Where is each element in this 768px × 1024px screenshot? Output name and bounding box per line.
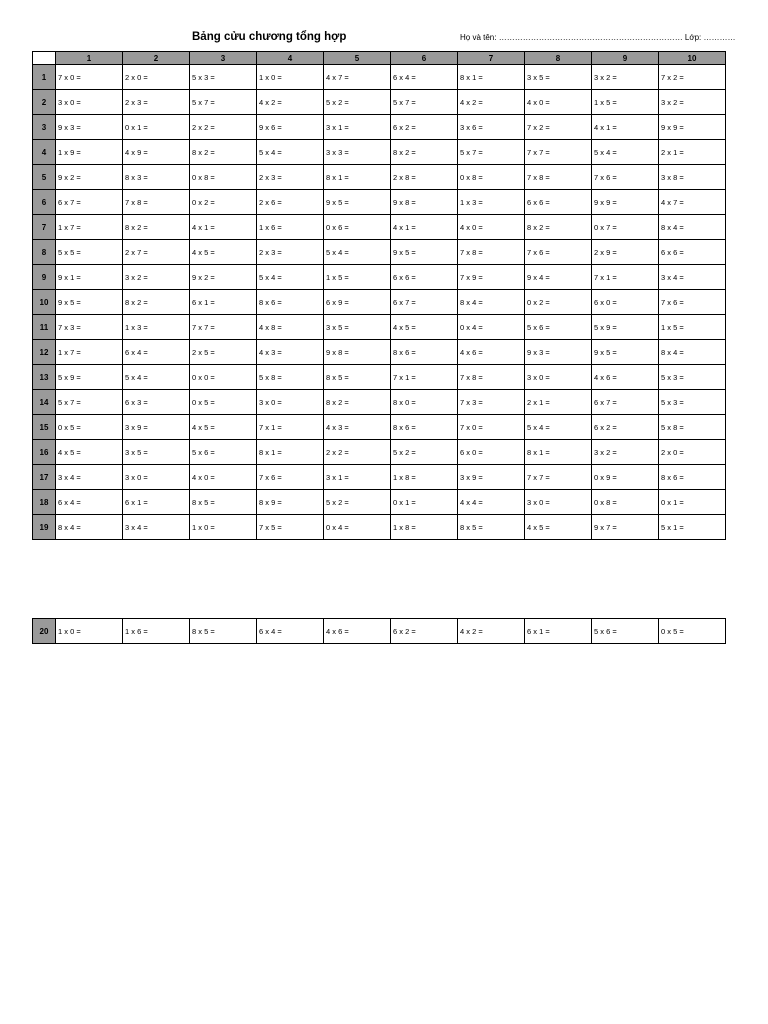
multiplication-problem: 1 x 6 =	[257, 215, 324, 240]
multiplication-problem: 9 x 4 =	[525, 265, 592, 290]
multiplication-problem: 8 x 6 =	[257, 290, 324, 315]
multiplication-problem: 1 x 7 =	[56, 215, 123, 240]
multiplication-problem: 4 x 5 =	[525, 515, 592, 540]
multiplication-problem: 2 x 9 =	[592, 240, 659, 265]
multiplication-problem: 5 x 1 =	[659, 515, 726, 540]
multiplication-problem: 2 x 2 =	[190, 115, 257, 140]
multiplication-problem: 7 x 3 =	[458, 390, 525, 415]
row-number: 8	[33, 240, 56, 265]
extra-row-table	[32, 618, 726, 644]
multiplication-problem: 5 x 3 =	[190, 65, 257, 90]
corner-cell	[33, 52, 56, 65]
column-header: 8	[525, 52, 592, 65]
column-header: 2	[123, 52, 190, 65]
multiplication-problem: 6 x 1 =	[190, 290, 257, 315]
row-number: 15	[33, 415, 56, 440]
multiplication-problem: 8 x 9 =	[257, 490, 324, 515]
multiplication-problem: 3 x 2 =	[592, 440, 659, 465]
multiplication-problem: 8 x 2 =	[123, 215, 190, 240]
multiplication-problem: 3 x 4 =	[123, 515, 190, 540]
multiplication-problem: 3 x 6 =	[458, 115, 525, 140]
multiplication-problem: 8 x 2 =	[190, 140, 257, 165]
multiplication-problem: 7 x 1 =	[257, 415, 324, 440]
table-row	[33, 415, 726, 440]
column-header: 1	[56, 52, 123, 65]
multiplication-problem: 4 x 2 =	[257, 90, 324, 115]
table-row	[33, 365, 726, 390]
multiplication-problem: 7 x 7 =	[525, 465, 592, 490]
multiplication-problem: 7 x 6 =	[592, 165, 659, 190]
multiplication-problem: 7 x 6 =	[257, 465, 324, 490]
multiplication-problem: 5 x 4 =	[324, 240, 391, 265]
multiplication-problem: 3 x 4 =	[659, 265, 726, 290]
multiplication-problem: 2 x 3 =	[257, 240, 324, 265]
multiplication-problem: 0 x 6 =	[324, 215, 391, 240]
multiplication-problem: 6 x 6 =	[659, 240, 726, 265]
multiplication-problem: 6 x 2 =	[391, 619, 458, 644]
row-number: 16	[33, 440, 56, 465]
multiplication-problem: 0 x 4 =	[458, 315, 525, 340]
multiplication-problem: 0 x 4 =	[324, 515, 391, 540]
multiplication-problem: 0 x 5 =	[190, 390, 257, 415]
multiplication-problem: 9 x 2 =	[190, 265, 257, 290]
row-number: 6	[33, 190, 56, 215]
table-row	[33, 340, 726, 365]
multiplication-problem: 0 x 1 =	[123, 115, 190, 140]
multiplication-problem: 4 x 5 =	[56, 440, 123, 465]
multiplication-problem: 3 x 1 =	[324, 115, 391, 140]
multiplication-problem: 4 x 5 =	[190, 240, 257, 265]
row-number: 9	[33, 265, 56, 290]
table-row	[33, 115, 726, 140]
multiplication-problem: 7 x 6 =	[659, 290, 726, 315]
multiplication-problem: 7 x 7 =	[190, 315, 257, 340]
multiplication-problem: 5 x 4 =	[257, 265, 324, 290]
multiplication-problem: 7 x 9 =	[458, 265, 525, 290]
multiplication-problem: 6 x 4 =	[56, 490, 123, 515]
table-row	[33, 390, 726, 415]
multiplication-problem: 5 x 5 =	[56, 240, 123, 265]
multiplication-problem: 5 x 2 =	[324, 490, 391, 515]
multiplication-problem: 6 x 1 =	[525, 619, 592, 644]
multiplication-problem: 9 x 9 =	[592, 190, 659, 215]
table-row	[33, 165, 726, 190]
column-header: 9	[592, 52, 659, 65]
multiplication-problem: 8 x 6 =	[391, 340, 458, 365]
multiplication-problem: 3 x 9 =	[123, 415, 190, 440]
multiplication-problem: 7 x 8 =	[525, 165, 592, 190]
multiplication-problem: 5 x 4 =	[257, 140, 324, 165]
multiplication-problem: 4 x 2 =	[458, 90, 525, 115]
multiplication-problem: 8 x 6 =	[659, 465, 726, 490]
multiplication-problem: 5 x 9 =	[592, 315, 659, 340]
multiplication-problem: 2 x 5 =	[190, 340, 257, 365]
multiplication-problem: 7 x 6 =	[525, 240, 592, 265]
multiplication-problem: 6 x 3 =	[123, 390, 190, 415]
multiplication-problem: 0 x 8 =	[190, 165, 257, 190]
multiplication-problem: 3 x 8 =	[659, 165, 726, 190]
multiplication-problem: 9 x 2 =	[56, 165, 123, 190]
multiplication-problem: 4 x 3 =	[257, 340, 324, 365]
multiplication-problem: 3 x 4 =	[56, 465, 123, 490]
multiplication-problem: 0 x 9 =	[592, 465, 659, 490]
multiplication-problem: 6 x 4 =	[257, 619, 324, 644]
multiplication-problem: 3 x 0 =	[56, 90, 123, 115]
row-number: 17	[33, 465, 56, 490]
multiplication-problem: 5 x 7 =	[190, 90, 257, 115]
column-header: 4	[257, 52, 324, 65]
row-number: 14	[33, 390, 56, 415]
multiplication-problem: 5 x 4 =	[592, 140, 659, 165]
multiplication-problem: 9 x 7 =	[592, 515, 659, 540]
multiplication-problem: 9 x 3 =	[56, 115, 123, 140]
student-info-line: Họ và tên: …………………………………………………………… Lớp: …………	[460, 33, 736, 42]
multiplication-problem: 9 x 9 =	[659, 115, 726, 140]
multiplication-problem: 1 x 8 =	[391, 515, 458, 540]
multiplication-problem: 1 x 0 =	[56, 619, 123, 644]
multiplication-problem: 1 x 0 =	[257, 65, 324, 90]
multiplication-problem: 1 x 9 =	[56, 140, 123, 165]
column-header: 7	[458, 52, 525, 65]
multiplication-problem: 7 x 1 =	[592, 265, 659, 290]
multiplication-problem: 2 x 8 =	[391, 165, 458, 190]
multiplication-problem: 5 x 3 =	[659, 390, 726, 415]
row-number: 1	[33, 65, 56, 90]
multiplication-problem: 8 x 1 =	[525, 440, 592, 465]
multiplication-problem: 6 x 6 =	[391, 265, 458, 290]
multiplication-problem: 1 x 0 =	[190, 515, 257, 540]
multiplication-problem: 4 x 7 =	[324, 65, 391, 90]
multiplication-problem: 3 x 3 =	[324, 140, 391, 165]
multiplication-problem: 1 x 6 =	[123, 619, 190, 644]
multiplication-problem: 5 x 4 =	[123, 365, 190, 390]
multiplication-problem: 3 x 0 =	[525, 365, 592, 390]
table-row	[33, 619, 726, 644]
multiplication-problem: 9 x 1 =	[56, 265, 123, 290]
multiplication-problem: 1 x 3 =	[458, 190, 525, 215]
table-row	[33, 440, 726, 465]
table-row	[33, 490, 726, 515]
row-number: 10	[33, 290, 56, 315]
multiplication-problem: 4 x 0 =	[190, 465, 257, 490]
multiplication-problem: 5 x 2 =	[324, 90, 391, 115]
row-number: 5	[33, 165, 56, 190]
multiplication-problem: 3 x 1 =	[324, 465, 391, 490]
table-row	[33, 65, 726, 90]
multiplication-problem: 0 x 2 =	[190, 190, 257, 215]
multiplication-problem: 0 x 1 =	[391, 490, 458, 515]
multiplication-problem: 6 x 7 =	[391, 290, 458, 315]
multiplication-problem: 8 x 2 =	[324, 390, 391, 415]
multiplication-problem: 3 x 0 =	[525, 490, 592, 515]
multiplication-problem: 6 x 0 =	[458, 440, 525, 465]
multiplication-problem: 7 x 8 =	[123, 190, 190, 215]
multiplication-problem: 4 x 0 =	[525, 90, 592, 115]
multiplication-problem: 7 x 1 =	[391, 365, 458, 390]
multiplication-problem: 9 x 5 =	[324, 190, 391, 215]
row-number: 4	[33, 140, 56, 165]
column-header: 6	[391, 52, 458, 65]
row-number: 2	[33, 90, 56, 115]
table-row	[33, 515, 726, 540]
multiplication-problem: 8 x 2 =	[525, 215, 592, 240]
multiplication-problem: 8 x 0 =	[391, 390, 458, 415]
table-row	[33, 315, 726, 340]
multiplication-problem: 4 x 1 =	[391, 215, 458, 240]
multiplication-problem: 4 x 1 =	[592, 115, 659, 140]
row-number: 18	[33, 490, 56, 515]
multiplication-problem: 6 x 2 =	[592, 415, 659, 440]
multiplication-problem: 2 x 1 =	[525, 390, 592, 415]
multiplication-problem: 2 x 0 =	[659, 440, 726, 465]
multiplication-problem: 3 x 2 =	[123, 265, 190, 290]
multiplication-problem: 9 x 5 =	[391, 240, 458, 265]
multiplication-problem: 2 x 1 =	[659, 140, 726, 165]
multiplication-problem: 0 x 5 =	[659, 619, 726, 644]
multiplication-problem: 2 x 3 =	[257, 165, 324, 190]
multiplication-problem: 7 x 5 =	[257, 515, 324, 540]
multiplication-problem: 8 x 3 =	[123, 165, 190, 190]
multiplication-problem: 6 x 9 =	[324, 290, 391, 315]
multiplication-problem: 5 x 7 =	[391, 90, 458, 115]
multiplication-problem: 4 x 8 =	[257, 315, 324, 340]
row-number: 13	[33, 365, 56, 390]
table-row	[33, 215, 726, 240]
row-number: 11	[33, 315, 56, 340]
multiplication-problem: 6 x 0 =	[592, 290, 659, 315]
table-row	[33, 290, 726, 315]
multiplication-problem: 6 x 4 =	[391, 65, 458, 90]
multiplication-problem: 6 x 7 =	[592, 390, 659, 415]
table-row	[33, 190, 726, 215]
multiplication-problem: 4 x 2 =	[458, 619, 525, 644]
multiplication-problem: 1 x 5 =	[324, 265, 391, 290]
multiplication-problem: 4 x 3 =	[324, 415, 391, 440]
multiplication-table	[32, 51, 726, 540]
multiplication-problem: 7 x 3 =	[56, 315, 123, 340]
multiplication-problem: 8 x 5 =	[190, 490, 257, 515]
multiplication-problem: 4 x 7 =	[659, 190, 726, 215]
multiplication-problem: 3 x 2 =	[592, 65, 659, 90]
multiplication-problem: 3 x 0 =	[257, 390, 324, 415]
multiplication-problem: 1 x 8 =	[391, 465, 458, 490]
worksheet-title: Bảng cửu chương tổng hợp	[192, 31, 347, 43]
column-header: 3	[190, 52, 257, 65]
multiplication-problem: 7 x 7 =	[525, 140, 592, 165]
multiplication-problem: 8 x 5 =	[324, 365, 391, 390]
multiplication-problem: 2 x 6 =	[257, 190, 324, 215]
multiplication-problem: 0 x 5 =	[56, 415, 123, 440]
multiplication-problem: 7 x 8 =	[458, 365, 525, 390]
multiplication-problem: 5 x 9 =	[56, 365, 123, 390]
multiplication-problem: 6 x 7 =	[56, 190, 123, 215]
multiplication-problem: 8 x 5 =	[458, 515, 525, 540]
multiplication-problem: 8 x 4 =	[458, 290, 525, 315]
table-row	[33, 140, 726, 165]
multiplication-problem: 2 x 0 =	[123, 65, 190, 90]
multiplication-problem: 5 x 8 =	[257, 365, 324, 390]
multiplication-problem: 9 x 5 =	[56, 290, 123, 315]
multiplication-problem: 4 x 0 =	[458, 215, 525, 240]
multiplication-problem: 9 x 6 =	[257, 115, 324, 140]
multiplication-problem: 5 x 6 =	[592, 619, 659, 644]
multiplication-problem: 9 x 8 =	[324, 340, 391, 365]
multiplication-problem: 5 x 7 =	[56, 390, 123, 415]
multiplication-problem: 3 x 5 =	[324, 315, 391, 340]
multiplication-problem: 8 x 1 =	[257, 440, 324, 465]
table-row	[33, 240, 726, 265]
multiplication-problem: 5 x 4 =	[525, 415, 592, 440]
multiplication-problem: 1 x 5 =	[659, 315, 726, 340]
multiplication-problem: 0 x 1 =	[659, 490, 726, 515]
multiplication-problem: 8 x 4 =	[56, 515, 123, 540]
multiplication-problem: 3 x 0 =	[123, 465, 190, 490]
multiplication-problem: 4 x 4 =	[458, 490, 525, 515]
multiplication-problem: 8 x 2 =	[391, 140, 458, 165]
multiplication-problem: 7 x 8 =	[458, 240, 525, 265]
multiplication-problem: 7 x 2 =	[525, 115, 592, 140]
multiplication-problem: 4 x 6 =	[324, 619, 391, 644]
multiplication-problem: 1 x 7 =	[56, 340, 123, 365]
table-row	[33, 465, 726, 490]
multiplication-problem: 8 x 1 =	[458, 65, 525, 90]
multiplication-problem: 3 x 2 =	[659, 90, 726, 115]
row-number: 3	[33, 115, 56, 140]
multiplication-problem: 2 x 2 =	[324, 440, 391, 465]
multiplication-problem: 5 x 8 =	[659, 415, 726, 440]
multiplication-problem: 4 x 5 =	[190, 415, 257, 440]
multiplication-problem: 7 x 0 =	[56, 65, 123, 90]
multiplication-problem: 6 x 4 =	[123, 340, 190, 365]
multiplication-problem: 1 x 3 =	[123, 315, 190, 340]
row-number: 20	[33, 619, 56, 644]
multiplication-problem: 0 x 7 =	[592, 215, 659, 240]
row-number: 19	[33, 515, 56, 540]
table-row	[33, 90, 726, 115]
multiplication-problem: 8 x 6 =	[391, 415, 458, 440]
multiplication-problem: 9 x 3 =	[525, 340, 592, 365]
multiplication-problem: 8 x 1 =	[324, 165, 391, 190]
multiplication-problem: 4 x 9 =	[123, 140, 190, 165]
multiplication-problem: 7 x 0 =	[458, 415, 525, 440]
column-header: 5	[324, 52, 391, 65]
multiplication-problem: 0 x 8 =	[458, 165, 525, 190]
multiplication-problem: 6 x 2 =	[391, 115, 458, 140]
multiplication-problem: 5 x 2 =	[391, 440, 458, 465]
row-number: 7	[33, 215, 56, 240]
multiplication-problem: 3 x 5 =	[123, 440, 190, 465]
multiplication-problem: 8 x 4 =	[659, 340, 726, 365]
multiplication-problem: 5 x 7 =	[458, 140, 525, 165]
multiplication-problem: 7 x 2 =	[659, 65, 726, 90]
multiplication-problem: 3 x 9 =	[458, 465, 525, 490]
multiplication-problem: 8 x 5 =	[190, 619, 257, 644]
multiplication-problem: 4 x 5 =	[391, 315, 458, 340]
multiplication-problem: 5 x 3 =	[659, 365, 726, 390]
column-header: 10	[659, 52, 726, 65]
row-number: 12	[33, 340, 56, 365]
multiplication-problem: 4 x 1 =	[190, 215, 257, 240]
multiplication-problem: 9 x 8 =	[391, 190, 458, 215]
multiplication-problem: 8 x 2 =	[123, 290, 190, 315]
column-header-row	[33, 52, 726, 65]
multiplication-problem: 4 x 6 =	[458, 340, 525, 365]
multiplication-problem: 5 x 6 =	[190, 440, 257, 465]
multiplication-problem: 3 x 5 =	[525, 65, 592, 90]
multiplication-problem: 2 x 7 =	[123, 240, 190, 265]
multiplication-problem: 8 x 4 =	[659, 215, 726, 240]
multiplication-problem: 2 x 3 =	[123, 90, 190, 115]
multiplication-problem: 6 x 6 =	[525, 190, 592, 215]
multiplication-problem: 4 x 6 =	[592, 365, 659, 390]
multiplication-problem: 9 x 5 =	[592, 340, 659, 365]
multiplication-problem: 6 x 1 =	[123, 490, 190, 515]
multiplication-problem: 1 x 5 =	[592, 90, 659, 115]
table-row	[33, 265, 726, 290]
multiplication-problem: 0 x 2 =	[525, 290, 592, 315]
multiplication-problem: 0 x 8 =	[592, 490, 659, 515]
multiplication-problem: 0 x 0 =	[190, 365, 257, 390]
multiplication-problem: 5 x 6 =	[525, 315, 592, 340]
